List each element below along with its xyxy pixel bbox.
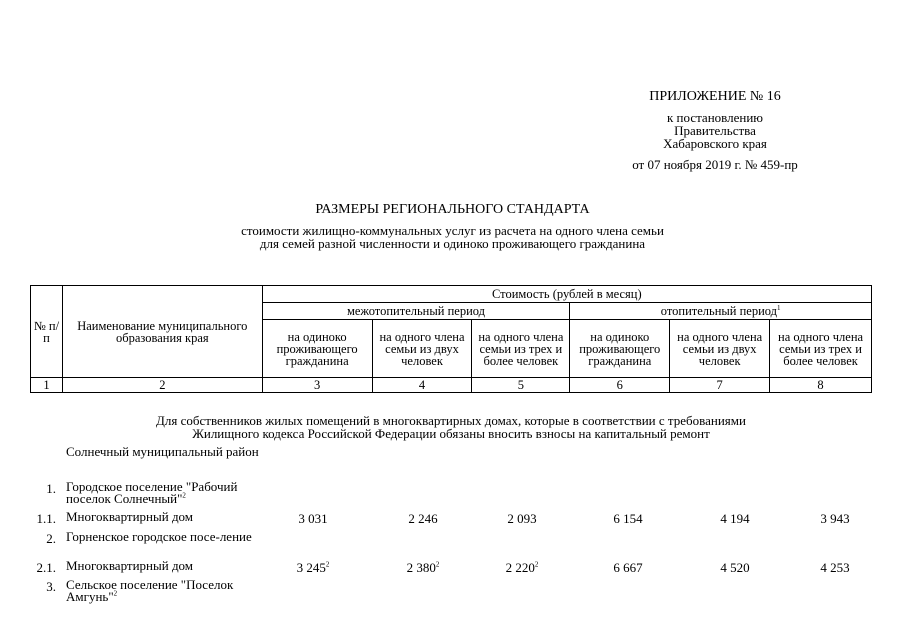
- table-row: [30, 511, 872, 531]
- column-number: 1: [31, 378, 63, 393]
- row-value-footnote: 2: [435, 560, 440, 569]
- row-name: Многоквартирный дом: [66, 558, 194, 573]
- row-name: Горненское городское посе-ление: [66, 529, 252, 544]
- table-row: [30, 579, 872, 609]
- data-rows: [30, 446, 872, 609]
- section-note: [30, 414, 872, 440]
- row-value: 6 667: [613, 560, 643, 575]
- row-number: 2.: [46, 531, 56, 546]
- column-number: 2: [62, 378, 262, 393]
- document-title: РАЗМЕРЫ РЕГИОНАЛЬНОГО СТАНДАРТА: [315, 202, 590, 217]
- header-p1-two: на одного члена семьи из двух человек: [372, 320, 472, 378]
- row-value-footnote: 2: [325, 560, 330, 569]
- row-value: 2 093: [507, 511, 537, 526]
- row-name: Солнечный муниципальный район: [66, 444, 259, 459]
- header-number: № п/п: [31, 286, 63, 378]
- row-value: 3 245: [296, 560, 326, 575]
- row-number: 1.1.: [36, 511, 56, 526]
- row-number: 2.1.: [36, 560, 56, 575]
- column-number: 3: [262, 378, 372, 393]
- appendix-date: от 07 ноября 2019 г. № 459-пр: [632, 157, 798, 172]
- column-number: 4: [372, 378, 472, 393]
- row-number: 1.: [46, 481, 56, 496]
- row-name: Городское поселение "Рабочий поселок Солнечный": [66, 479, 238, 506]
- table-row: [30, 446, 872, 481]
- row-value: 3 943: [820, 511, 850, 526]
- row-name: Сельское поселение "Поселок Амгунь": [66, 577, 234, 604]
- row-value: 2 220: [505, 560, 535, 575]
- section-note-line-1: Для собственников жилых помещений в многоквартирных домах, которые в соответствии с требованиями: [156, 413, 746, 428]
- standard-table: [30, 285, 872, 393]
- table-row: [30, 531, 872, 560]
- header-municipality: Наименование муниципального образования края: [62, 286, 262, 378]
- column-number: 8: [770, 378, 872, 393]
- column-number: 7: [670, 378, 770, 393]
- table-row: [30, 481, 872, 511]
- row-name-cell: [66, 481, 266, 505]
- appendix-line-1: к постановлению: [666, 110, 764, 125]
- document-subtitle-2: для семей разной численности и одиноко проживающего гражданина: [259, 236, 646, 251]
- header-cost: Стоимость (рублей в месяц): [262, 286, 871, 303]
- header-period-1: межотопительный период: [262, 303, 570, 320]
- row-value-footnote: 2: [534, 560, 539, 569]
- header-period-2-label: отопительный период: [660, 304, 778, 318]
- appendix-line-3: Хабаровского края: [663, 136, 767, 151]
- row-value: 3 031: [298, 511, 328, 526]
- row-value: 4 520: [720, 560, 750, 575]
- document-subtitle-1: стоимости жилищно-коммунальных услуг из расчета на одного члена семьи: [241, 223, 664, 238]
- row-value-cell: [373, 560, 473, 576]
- row-name-footnote: 2: [113, 589, 118, 598]
- row-value-cell: [263, 560, 363, 576]
- row-number: 3.: [46, 579, 56, 594]
- column-number: 5: [472, 378, 570, 393]
- row-value: 4 194: [720, 511, 750, 526]
- row-name-cell: [66, 579, 266, 603]
- header-p1-single: на одиноко проживающего гражданина: [262, 320, 372, 378]
- column-number: 6: [570, 378, 670, 393]
- header-p2-two: на одного члена семьи из двух человек: [670, 320, 770, 378]
- appendix-line-2: Правительства: [674, 123, 756, 138]
- row-value-cell: [472, 560, 572, 576]
- appendix-title: ПРИЛОЖЕНИЕ № 16: [649, 89, 781, 104]
- document-heading: [0, 202, 905, 250]
- row-name-footnote: 2: [182, 491, 186, 500]
- appendix-block: [585, 90, 845, 171]
- section-note-line-2: Жилищного кодекса Российской Федерации обязаны вносить взносы на капитальный ремонт: [192, 426, 710, 441]
- row-value: 6 154: [613, 511, 643, 526]
- column-numbers-row: [31, 378, 872, 393]
- row-value: 4 253: [820, 560, 850, 575]
- row-value: 2 380: [406, 560, 436, 575]
- row-value: 2 246: [408, 511, 438, 526]
- header-p1-three: на одного члена семьи из трех и более человек: [472, 320, 570, 378]
- row-name: Многоквартирный дом: [66, 509, 194, 524]
- header-period-2: [570, 303, 872, 320]
- header-p2-single: на одиноко проживающего гражданина: [570, 320, 670, 378]
- header-period-2-footnote: 1: [777, 303, 781, 312]
- header-p2-three: на одного члена семьи из трех и более человек: [770, 320, 872, 378]
